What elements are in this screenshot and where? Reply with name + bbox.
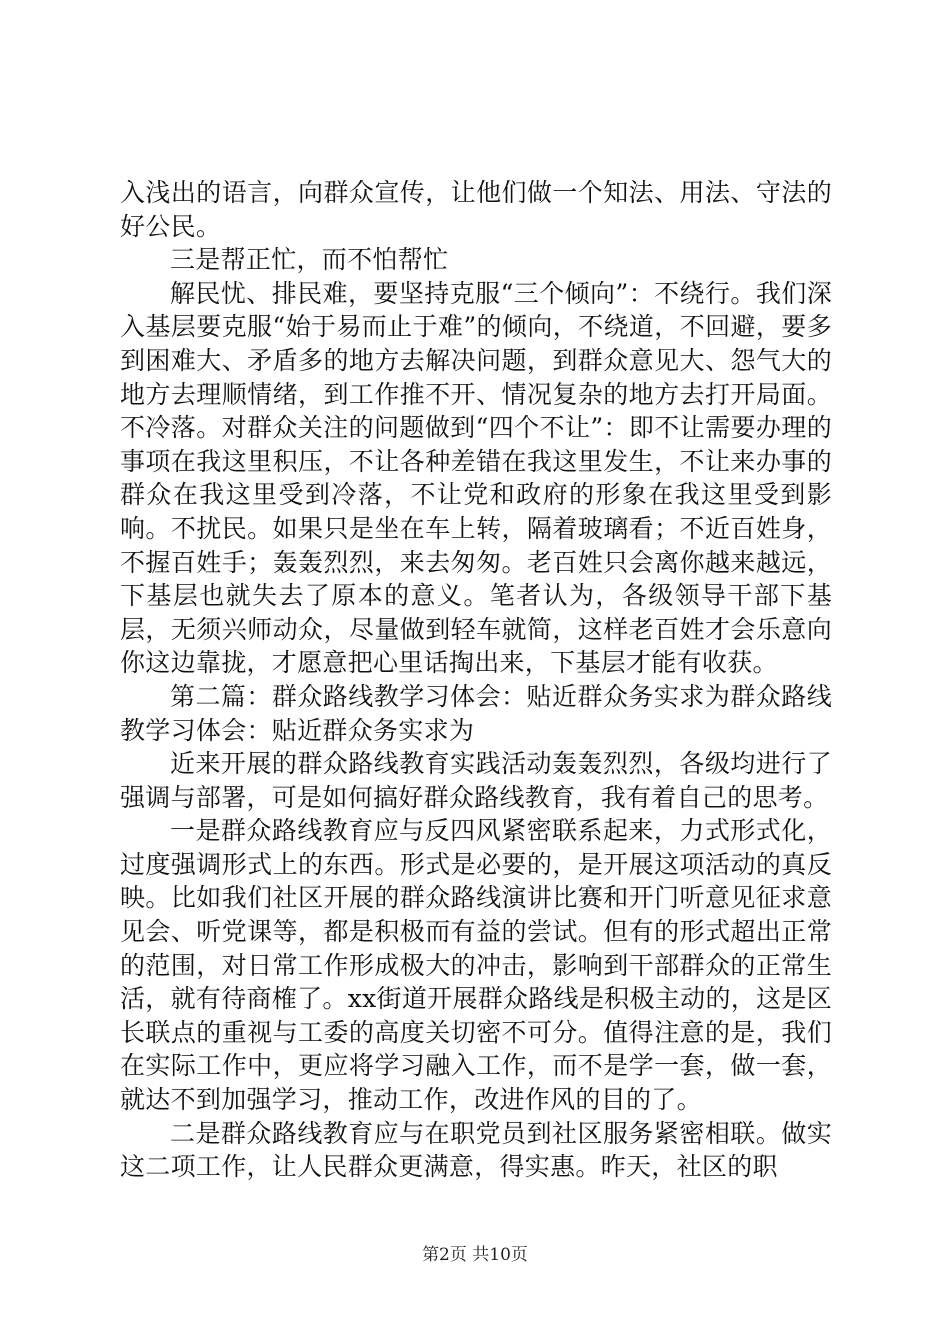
page-number-footer: 第2页 共10页 bbox=[422, 1245, 528, 1265]
section-heading-three: 三是帮正忙，而不怕帮忙 bbox=[170, 245, 449, 275]
paragraph-intro: 近来开展的群众路线教育实践活动轰轰烈烈，各级均进行了强调与部署，可是如何搞好群众路线教育，我有着自己的思考。 bbox=[120, 749, 832, 812]
paragraph-point-two: 二是群众路线教育应与在职党员到社区服务紧密相联。做实这二项工作，让人民群众更满意，得实惠。昨天，社区的职 bbox=[120, 1118, 832, 1182]
paragraph-point-one: 一是群众路线教育应与反四风紧密联系起来，力式形式化，过度强调形式上的东西。形式是必要的，是开展这项活动的真反映。比如我们社区开展的群众路线演讲比赛和开门听意见征求意见会、听党课等，都是积极而有益的尝试。但有的形式超出正常的范围，对日常工作形成极大的冲击，影响到干部群众的正常生活，就有待商榷了。xx街道开展群众路线是积极主动的，这是区长联点的重视与工委的高度关切密不可分。值得注意的是，我们在实际工作中，更应将学习融入工作，而不是学一套，做一套，就达不到加强学习，推动工作，改进作风的目的了。 bbox=[120, 816, 832, 1115]
paragraph-continuation: 入浅出的语言，向群众宣传，让他们做一个知法、用法、守法的好公民。 bbox=[120, 178, 832, 241]
paragraph-body: 解民忧、排民难，要坚持克服“三个倾向”：不绕行。我们深入基层要克服“始于易而止于难”的倾向，不绕道，不回避，要多到困难大、矛盾多的地方去解决问题，到群众意见大、怨气大的地方去理顺情绪，到工作推不开、情况复杂的地方去打开局面。不冷落。对群众关注的问题做到“四个不让”：即不让需要办理的事项在我这里积压，不让各种差错在我这里发生，不让来办事的群众在我这里受到冷落，不让党和政府的形象在我这里受到影响。不扰民。如果只是坐在车上转，隔着玻璃看；不近百姓身，不握百姓手；轰轰烈烈，来去匆匆。老百姓只会离你越来越远，下基层也就失去了原本的意义。笔者认为，各级领导干部下基层，无须兴师动众，尽量做到轻车就简，这样老百姓才会乐意向你这边靠拢，才愿意把心里话掏出来，下基层才能有收获。 bbox=[120, 278, 832, 678]
article-title: 第二篇：群众路线教学习体会：贴近群众务实求为群众路线教学习体会：贴近群众务实求为 bbox=[120, 681, 832, 745]
document-body bbox=[120, 176, 832, 1184]
